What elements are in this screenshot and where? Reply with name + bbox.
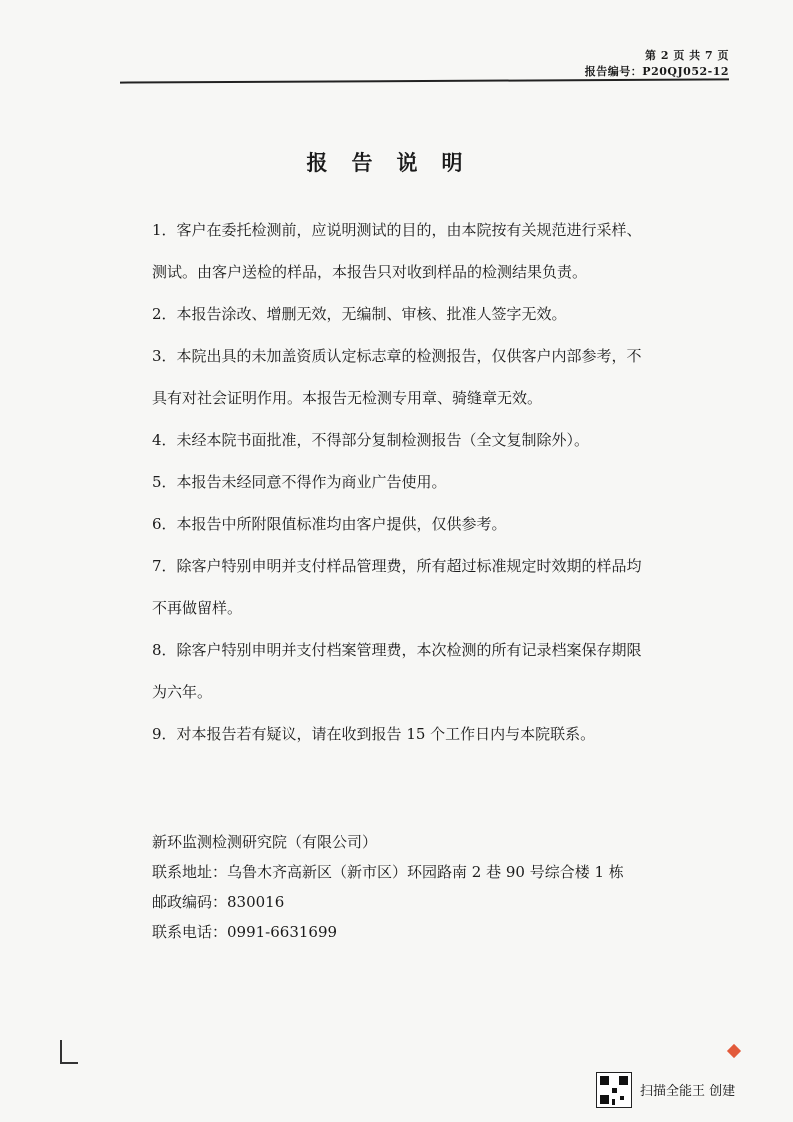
red-mark [727,1044,741,1058]
contact-address: 联系地址：乌鲁木齐高新区（新市区）环园路南 2 巷 90 号综合楼 1 栋 [152,863,624,881]
clause-line: 8．除客户特别申明并支付档案管理费，本次检测的所有记录档案保存期限 [152,641,642,659]
clause-5 [152,472,737,493]
clause-2 [152,304,737,325]
clause-line: 1．客户在委托检测前，应说明测试的目的，由本院按有关规范进行采样、 [152,221,642,239]
clause-line: 具有对社会证明作用。本报告无检测专用章、骑缝章无效。 [152,389,543,407]
clause-line: 5．本报告未经同意不得作为商业广告使用。 [152,473,447,491]
clause-3 [152,346,737,409]
clause-4 [152,430,737,451]
qr-code-icon [596,1072,632,1108]
report-number: 报告编号：P20QJ052-12 [584,65,729,78]
clause-6 [152,514,737,535]
clause-9 [152,724,737,745]
scan-corner-mark [60,1040,78,1064]
clause-line: 9．对本报告若有疑议，请在收到报告 15 个工作日内与本院联系。 [152,725,596,743]
page-header [585,48,729,80]
clause-line: 4．未经本院书面批准，不得部分复制检测报告（全文复制除外）。 [152,431,590,449]
clause-line: 2．本报告涂改、增删无效，无编制、审核、批准人签字无效。 [152,305,567,323]
header-divider [120,78,729,83]
clause-8 [152,640,737,703]
contact-postcode: 邮政编码：830016 [152,893,285,911]
clause-line: 不再做留样。 [152,599,243,617]
clause-line: 6．本报告中所附限值标准均由客户提供，仅供参考。 [152,515,507,533]
clause-1 [152,220,737,283]
clause-line: 测试。由客户送检的样品，本报告只对收到样品的检测结果负责。 [152,263,588,281]
clause-7 [152,556,737,619]
page-info: 第 2 页 共 7 页 [645,49,729,62]
clause-line: 为六年。 [152,683,213,701]
clause-line: 7．除客户特别申明并支付样品管理费，所有超过标准规定时效期的样品均 [152,557,642,575]
clause-list [152,220,737,766]
organization-name: 新环监测检测研究院（有限公司） [152,833,378,851]
contact-phone: 联系电话：0991-6631699 [152,923,338,941]
clause-line: 3．本院出具的未加盖资质认定标志章的检测报告，仅供客户内部参考，不 [152,347,642,365]
scanner-watermark: 扫描全能王 创建 [640,1084,736,1099]
page-title: 报告说明 [306,150,487,175]
contact-block [152,827,624,947]
